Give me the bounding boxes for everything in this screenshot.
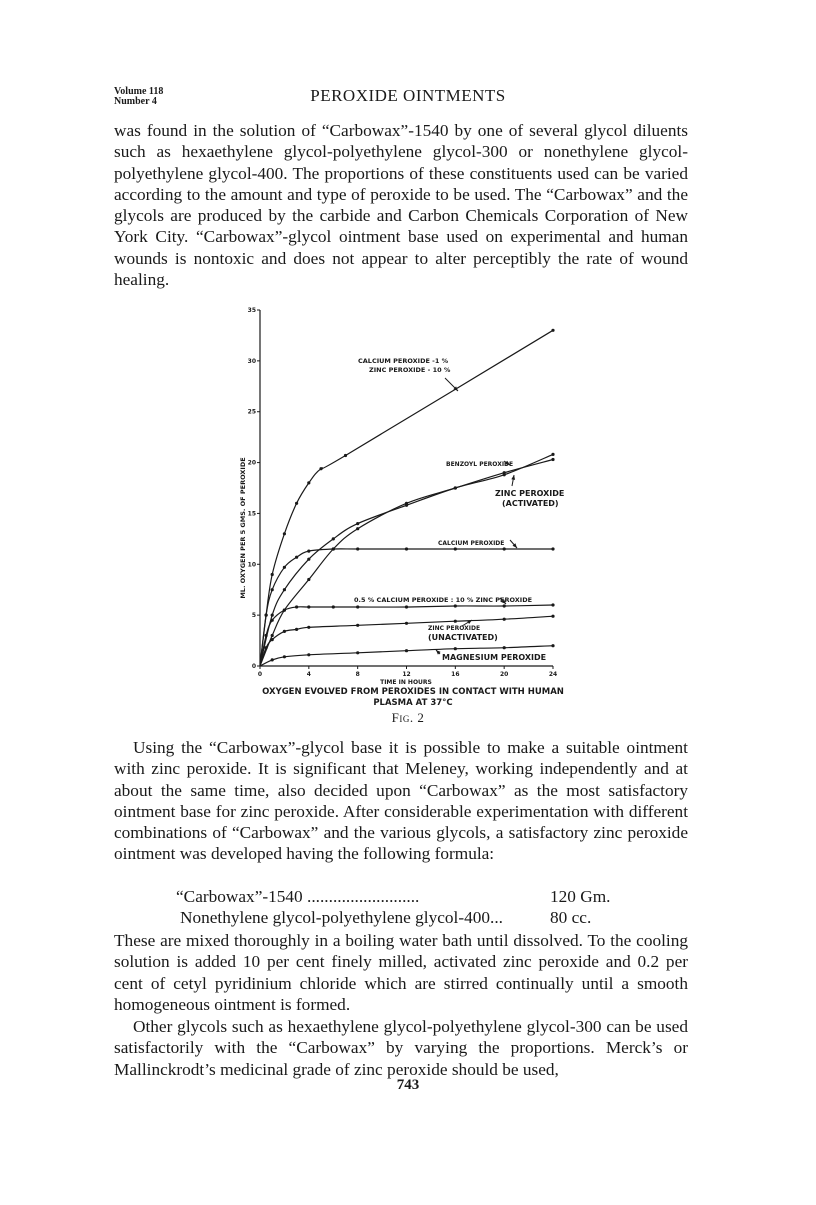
- data-point: [405, 504, 408, 507]
- data-point: [271, 658, 274, 661]
- formula-ingredient: [176, 886, 419, 907]
- formula-amount: 120 Gm.: [550, 887, 611, 906]
- formula-ingredient-name: “Carbowax”-1540: [176, 887, 303, 906]
- page-number: 743: [396, 1077, 420, 1093]
- arrow-zinc-activated-head: [511, 475, 515, 480]
- data-point: [332, 547, 335, 550]
- data-point: [551, 615, 554, 618]
- issue-label: Number 4: [114, 96, 157, 107]
- y-tick-label: 30: [247, 357, 256, 365]
- label-mix: 0.5 % CALCIUM PEROXIDE : 10 % ZINC PEROXIDE: [354, 596, 533, 604]
- label-calcium-zinc-2: ZINC PEROXIDE - 10 %: [369, 366, 451, 374]
- label-benzoyl: BENZOYL PEROXIDE: [446, 461, 514, 468]
- data-point: [332, 605, 335, 608]
- x-tick-label: 0: [257, 671, 263, 678]
- y-tick-label: 10: [247, 561, 256, 569]
- data-point: [454, 547, 457, 550]
- data-point: [283, 655, 286, 658]
- data-point: [265, 646, 268, 649]
- x-tick-label: 24: [548, 671, 558, 678]
- data-point: [319, 467, 322, 470]
- paragraph-carbowax-solution: was found in the solution of “Carbowax”-1540 by one of several glycol diluents such as hexaethylene glycol-polyethylene glycol-300 or nonethylene glycol-polyethylene glycol-400. The proportions of these constituents used can be varied according to the amount and type of peroxide to be used. The “Carbowax” and the glycols are produced by the carbide and Carbon Chemicals Corporation of New York City. “Carbowax”-glycol ointment base used on experimental and human wounds is nontoxic and does not appear to alter perceptibly the rate of wound healing.: [114, 121, 688, 290]
- x-tick-label: 20: [499, 671, 509, 678]
- data-point: [271, 614, 274, 617]
- data-point: [295, 605, 298, 608]
- formula-ingredient: [180, 907, 503, 928]
- data-point: [551, 547, 554, 550]
- label-calcium: CALCIUM PEROXIDE: [438, 540, 505, 547]
- paragraph-mixing: These are mixed thoroughly in a boiling water bath until dissolved. To the cooling solution is added 10 per cent finely milled, activated zinc peroxide and 0.2 per cent of cetyl pyridinium chloride which are stirred continually until a smooth homogeneous ointment is formed.: [114, 931, 688, 1014]
- label-magnesium: MAGNESIUM PEROXIDE: [442, 653, 547, 662]
- data-point: [356, 527, 359, 530]
- data-point: [307, 578, 310, 581]
- data-point: [271, 573, 274, 576]
- data-point: [307, 550, 310, 553]
- data-point: [356, 522, 359, 525]
- data-point: [405, 649, 408, 652]
- data-point: [454, 620, 457, 623]
- data-point: [307, 653, 310, 656]
- y-tick-label: 20: [247, 459, 256, 467]
- data-point: [265, 614, 268, 617]
- figure-label: Fig. 2: [391, 710, 425, 725]
- y-tick-label: 15: [247, 510, 256, 518]
- data-point: [503, 618, 506, 621]
- running-title: PEROXIDE OINTMENTS: [310, 86, 506, 105]
- data-point: [454, 486, 457, 489]
- x-tick-label: 8: [355, 671, 360, 678]
- data-point: [356, 624, 359, 627]
- data-point: [405, 622, 408, 625]
- y-tick-label: 35: [247, 307, 256, 314]
- series-line-2: [260, 454, 553, 666]
- y-tick-label: 5: [251, 612, 256, 620]
- data-point: [503, 547, 506, 550]
- data-point: [265, 634, 268, 637]
- formula-ingredient-name: Nonethylene glycol-polyethylene glycol-400: [180, 908, 491, 927]
- caption-line-1: OXYGEN EVOLVED FROM PEROXIDES IN CONTACT WITH HUMAN: [262, 687, 564, 697]
- label-zinc-activated-1: ZINC PEROXIDE: [495, 489, 565, 498]
- data-point: [551, 453, 554, 456]
- data-point: [295, 556, 298, 559]
- data-point: [307, 605, 310, 608]
- formula-amount: 80 cc.: [550, 908, 592, 927]
- data-point: [283, 532, 286, 535]
- data-point: [271, 588, 274, 591]
- data-point: [295, 628, 298, 631]
- data-point: [405, 547, 408, 550]
- x-tick-label: 12: [402, 671, 411, 678]
- data-point: [551, 458, 554, 461]
- label-zinc-unactivated-1: ZINC PEROXIDE: [428, 625, 481, 632]
- data-point: [283, 609, 286, 612]
- label-zinc-unactivated-2: (UNACTIVATED): [428, 633, 498, 642]
- data-point: [356, 651, 359, 654]
- data-point: [551, 329, 554, 332]
- y-axis-label: ML. OXYGEN PER 5 GMS. OF PEROXIDE: [239, 457, 247, 599]
- data-point: [551, 644, 554, 647]
- data-point: [454, 647, 457, 650]
- paragraph-zinc-ointment: Using the “Carbowax”-glycol base it is possible to make a suitable ointment with zinc peroxide. It is significant that Meleney, working independently and at about the same time, also decided upon “Carbowax” as the most satisfactory ointment base for zinc peroxide. After considerable experimentation with different combinations of “Carbowax” and the various glycols, a satisfactory zinc peroxide ointment was developed having the following formula:: [114, 738, 688, 864]
- formula-leader-dots: ..........................: [307, 887, 420, 906]
- data-point: [283, 566, 286, 569]
- data-point: [271, 634, 274, 637]
- paragraph-other-glycols: Other glycols such as hexaethylene glycol-polyethylene glycol-300 can be used satisfactorily with the “Carbowax” by varying the proportions. Merck’s or Mallinckrodt’s medicinal grade of zinc peroxide should be used,: [114, 1017, 688, 1079]
- data-point: [307, 481, 310, 484]
- label-zinc-activated-2: (ACTIVATED): [502, 499, 559, 508]
- data-point: [332, 537, 335, 540]
- x-axis-label: TIME IN HOURS: [380, 679, 432, 686]
- data-point: [503, 604, 506, 607]
- y-tick-label: 25: [247, 408, 256, 416]
- y-tick-label: 0: [251, 663, 256, 670]
- data-point: [405, 605, 408, 608]
- data-point: [283, 630, 286, 633]
- data-point: [295, 502, 298, 505]
- data-point: [283, 588, 286, 591]
- data-point: [356, 605, 359, 608]
- data-point: [503, 473, 506, 476]
- caption-line-2: PLASMA AT 37°C: [373, 698, 453, 708]
- data-point: [271, 638, 274, 641]
- data-point: [307, 558, 310, 561]
- data-point: [344, 454, 347, 457]
- data-point: [307, 626, 310, 629]
- data-point: [271, 619, 274, 622]
- data-point: [454, 604, 457, 607]
- data-point: [503, 646, 506, 649]
- x-tick-label: 16: [451, 671, 460, 678]
- x-tick-label: 4: [306, 671, 311, 678]
- label-calcium-zinc-1: CALCIUM PEROXIDE -1 %: [358, 357, 449, 365]
- volume-label: Volume 118: [114, 86, 164, 97]
- formula-leader-dots: ...: [490, 908, 503, 927]
- data-point: [356, 547, 359, 550]
- chart-arrows: [436, 378, 517, 655]
- data-point: [551, 603, 554, 606]
